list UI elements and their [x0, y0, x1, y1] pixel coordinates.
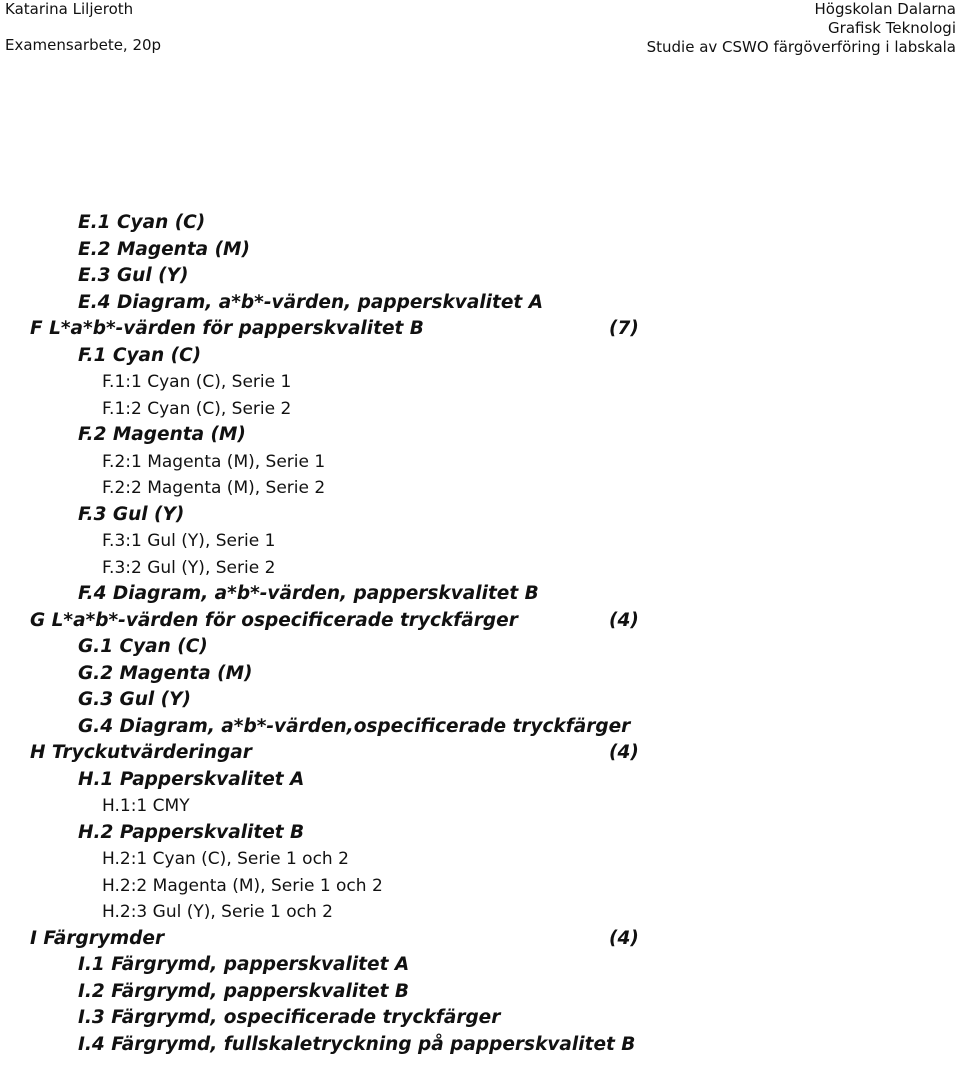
- toc-entry: [0, 343, 960, 370]
- toc-entry-title: I.2 Färgrymd, papperskvalitet B: [78, 980, 409, 1002]
- toc-entry-title: F.3:1 Gul (Y), Serie 1: [102, 531, 276, 551]
- toc-entry-title: G.4 Diagram, a*b*-värden,ospecificerade tryckfärger: [78, 715, 631, 737]
- toc-entry-title: G.1 Cyan (C): [78, 636, 208, 657]
- toc-entry: [0, 528, 960, 555]
- toc-entry: [0, 422, 960, 449]
- toc-entry: [0, 449, 960, 476]
- toc-entry-title: I.4 Färgrymd, fullskaletryckning på papperskvalitet B: [78, 1033, 636, 1055]
- toc-entry: [0, 740, 960, 767]
- toc-entry-title: I Färgrymder: [30, 927, 165, 949]
- toc-entry-title: E.2 Magenta (M): [78, 238, 250, 260]
- toc-entry-title: F.2:1 Magenta (M), Serie 1: [102, 451, 326, 472]
- toc-entry-title: H Tryckutvärderingar: [30, 742, 252, 763]
- toc-entry: [0, 555, 960, 582]
- toc-entry-title: H.2:2 Magenta (M), Serie 1 och 2: [102, 875, 383, 896]
- toc-entry-title: G L*a*b*-värden för ospecificerade tryckfärger: [30, 609, 518, 631]
- toc-entry-title: H.1 Papperskvalitet A: [78, 768, 305, 790]
- toc-entry-title: F.2:2 Magenta (M), Serie 2: [102, 478, 326, 498]
- toc-entry-count: (4): [609, 927, 639, 949]
- toc-entry-count: (4): [609, 742, 639, 763]
- header-author: Katarina Liljeroth: [5, 0, 134, 18]
- toc-entry-title: F.2 Magenta (M): [78, 424, 246, 445]
- header-title: Studie av CSWO färgöverföring i labskala: [646, 38, 956, 56]
- toc-entry-title: E.4 Diagram, a*b*-värden, papperskvalitet A: [78, 291, 544, 313]
- toc-entry: [0, 608, 960, 635]
- toc-entry: [0, 1032, 960, 1059]
- toc-entry: [0, 899, 960, 926]
- toc-entry-title: H.2 Papperskvalitet B: [78, 821, 305, 843]
- toc-entry: [0, 793, 960, 820]
- header-school: Högskolan Dalarna: [814, 0, 956, 18]
- toc-entry: [0, 846, 960, 873]
- toc-entry: [0, 873, 960, 900]
- toc-entry: [0, 634, 960, 661]
- toc-entry: [0, 263, 960, 290]
- header-work: Examensarbete, 20p: [5, 36, 162, 54]
- toc-entry: [0, 767, 960, 794]
- toc-entry-title: H.2:1 Cyan (C), Serie 1 och 2: [102, 849, 349, 869]
- toc-entry-title: F.4 Diagram, a*b*-värden, papperskvalitet B: [78, 583, 539, 604]
- toc-entry: [0, 1005, 960, 1032]
- table-of-contents: [0, 210, 960, 1058]
- toc-entry: [0, 210, 960, 237]
- toc-entry: [0, 290, 960, 317]
- toc-entry-title: H.2:3 Gul (Y), Serie 1 och 2: [102, 902, 333, 922]
- toc-entry-title: E.3 Gul (Y): [78, 265, 189, 286]
- toc-entry: [0, 926, 960, 953]
- toc-entry-title: F.1:2 Cyan (C), Serie 2: [102, 398, 292, 419]
- toc-entry-count: (4): [609, 609, 639, 631]
- header-department: Grafisk Teknologi: [828, 19, 956, 37]
- toc-entry-title: I.3 Färgrymd, ospecificerade tryckfärger: [78, 1007, 501, 1028]
- toc-entry-title: I.1 Färgrymd, papperskvalitet A: [78, 954, 410, 975]
- toc-entry-title: G.2 Magenta (M): [78, 662, 253, 684]
- toc-entry: [0, 502, 960, 529]
- toc-entry: [0, 820, 960, 847]
- toc-entry: [0, 661, 960, 688]
- toc-entry: [0, 714, 960, 741]
- toc-entry: [0, 475, 960, 502]
- toc-entry: [0, 687, 960, 714]
- toc-entry-title: F.1 Cyan (C): [78, 344, 202, 366]
- header-right-block: [647, 0, 956, 56]
- toc-entry-title: G.3 Gul (Y): [78, 689, 191, 710]
- toc-entry-title: H.1:1 CMY: [102, 796, 190, 816]
- toc-entry-title: F.1:1 Cyan (C), Serie 1: [102, 372, 292, 392]
- toc-entry-title: F.3 Gul (Y): [78, 503, 185, 525]
- toc-entry: [0, 316, 960, 343]
- toc-entry-title: F.3:2 Gul (Y), Serie 2: [102, 557, 276, 578]
- toc-entry: [0, 979, 960, 1006]
- toc-entry: [0, 369, 960, 396]
- toc-entry-count: (7): [609, 318, 639, 339]
- toc-entry-title: F L*a*b*-värden för papperskvalitet B: [30, 318, 424, 339]
- toc-entry: [0, 581, 960, 608]
- toc-entry: [0, 396, 960, 423]
- toc-entry-title: E.1 Cyan (C): [78, 212, 206, 233]
- toc-entry: [0, 237, 960, 264]
- toc-entry: [0, 952, 960, 979]
